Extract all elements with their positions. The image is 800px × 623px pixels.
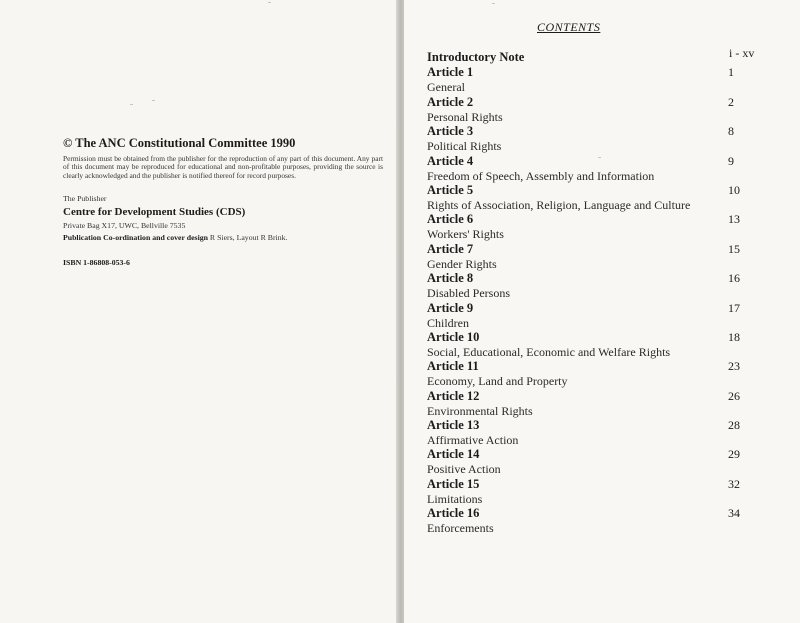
left-page: [0, 0, 398, 623]
toc-article-title: Article 13: [427, 418, 480, 433]
toc-intro-title: Introductory Note: [427, 50, 525, 64]
toc-article-title: Article 8: [427, 271, 474, 286]
toc-article-description: Economy, Land and Property: [427, 374, 568, 389]
toc-entry-article-6: [427, 212, 767, 241]
toc-article-description: Workers' Rights: [427, 227, 504, 242]
toc-entry-article-2: [427, 95, 767, 124]
toc-article-title: Article 1: [427, 65, 474, 80]
toc-article-title: Article 2: [427, 94, 474, 109]
toc-article-description: General: [427, 80, 465, 95]
toc-page-number: 13: [728, 212, 740, 227]
paper-speck: [130, 104, 133, 105]
toc-article-title: Article 3: [427, 124, 474, 139]
paper-speck: [268, 2, 271, 3]
copyright-block: [63, 136, 383, 267]
toc-entry-article-1: [427, 65, 767, 94]
paper-speck: [492, 3, 495, 4]
toc-entry-introductory-note: [427, 46, 767, 65]
toc-page-number: 1: [728, 65, 734, 80]
permission-notice: Permission must be obtained from the publisher for the reproduction of any part of this document. Any part of this document may be reproduced for educational and non-profitable purposes, providing the source is clearly acknowledged and the publisher is notified thereof for record purposes.: [63, 154, 383, 180]
toc-page-number: 28: [728, 418, 740, 433]
toc-entry-article-10: [427, 330, 767, 359]
toc-page-number: 32: [728, 476, 740, 491]
toc-entry-article-5: [427, 183, 767, 212]
toc-page-number: 8: [728, 124, 734, 139]
toc-article-title: Article 10: [427, 329, 480, 344]
toc-entry-article-7: [427, 242, 767, 271]
toc-entry-article-9: [427, 301, 767, 330]
toc-article-description: Personal Rights: [427, 109, 503, 124]
toc-page-number: 15: [728, 241, 740, 256]
contents-list: [427, 46, 767, 536]
credits-label: Publication Co-ordination and cover design: [63, 233, 208, 243]
toc-article-description: Disabled Persons: [427, 286, 510, 301]
toc-entry-article-4: [427, 154, 767, 183]
toc-page-number: 16: [728, 271, 740, 286]
copyright-title: © The ANC Constitutional Committee 1990: [63, 136, 296, 150]
toc-page-number: 26: [728, 388, 740, 403]
toc-page-number: 18: [728, 329, 740, 344]
toc-entry-article-8: [427, 271, 767, 300]
toc-entry-article-15: [427, 477, 767, 506]
toc-article-title: Article 16: [427, 506, 480, 521]
toc-article-description: Rights of Association, Religion, Language and Culture: [427, 197, 691, 212]
credits-names: R Siers, Layout R Brink.: [207, 233, 288, 243]
publisher-name: Centre for Development Studies (CDS): [63, 206, 246, 219]
toc-page-number: 23: [728, 359, 740, 374]
toc-article-description: Affirmative Action: [427, 433, 519, 448]
isbn: ISBN 1-86808-053-6: [63, 258, 130, 268]
toc-intro-page: i - xv: [729, 46, 755, 60]
toc-page-number: 17: [728, 300, 740, 315]
toc-entry-article-11: [427, 359, 767, 388]
toc-article-title: Article 4: [427, 153, 474, 168]
toc-entry-article-16: [427, 506, 767, 535]
toc-article-description: Enforcements: [427, 521, 494, 536]
toc-article-description: Political Rights: [427, 139, 502, 154]
toc-article-title: Article 14: [427, 447, 480, 462]
toc-article-title: Article 12: [427, 388, 480, 403]
toc-article-title: Article 7: [427, 241, 474, 256]
toc-article-title: Article 6: [427, 212, 474, 227]
publisher-address: Private Bag X17, UWC, Bellville 7535: [63, 221, 186, 231]
toc-article-description: Social, Educational, Economic and Welfare Rights: [427, 344, 671, 359]
toc-entry-article-3: [427, 124, 767, 153]
toc-entry-article-14: [427, 447, 767, 476]
toc-article-description: Children: [427, 315, 469, 330]
toc-page-number: 10: [728, 182, 740, 197]
toc-article-description: Environmental Rights: [427, 403, 533, 418]
paper-speck: [152, 100, 155, 101]
publisher-label: The Publisher: [63, 194, 107, 204]
toc-article-description: Freedom of Speech, Assembly and Information: [427, 168, 655, 183]
contents-heading: CONTENTS: [537, 20, 601, 34]
toc-article-description: Gender Rights: [427, 256, 497, 271]
toc-article-title: Article 5: [427, 182, 474, 197]
toc-entry-article-13: [427, 418, 767, 447]
publication-credits: [63, 233, 383, 242]
toc-page-number: 34: [728, 506, 740, 521]
toc-page-number: 2: [728, 94, 734, 109]
toc-article-title: Article 9: [427, 300, 474, 315]
toc-page-number: 29: [728, 447, 740, 462]
toc-article-description: Positive Action: [427, 462, 501, 477]
toc-entry-article-12: [427, 389, 767, 418]
toc-page-number: 9: [728, 153, 734, 168]
toc-article-title: Article 11: [427, 359, 479, 374]
toc-article-title: Article 15: [427, 476, 480, 491]
toc-article-description: Limitations: [427, 491, 483, 506]
